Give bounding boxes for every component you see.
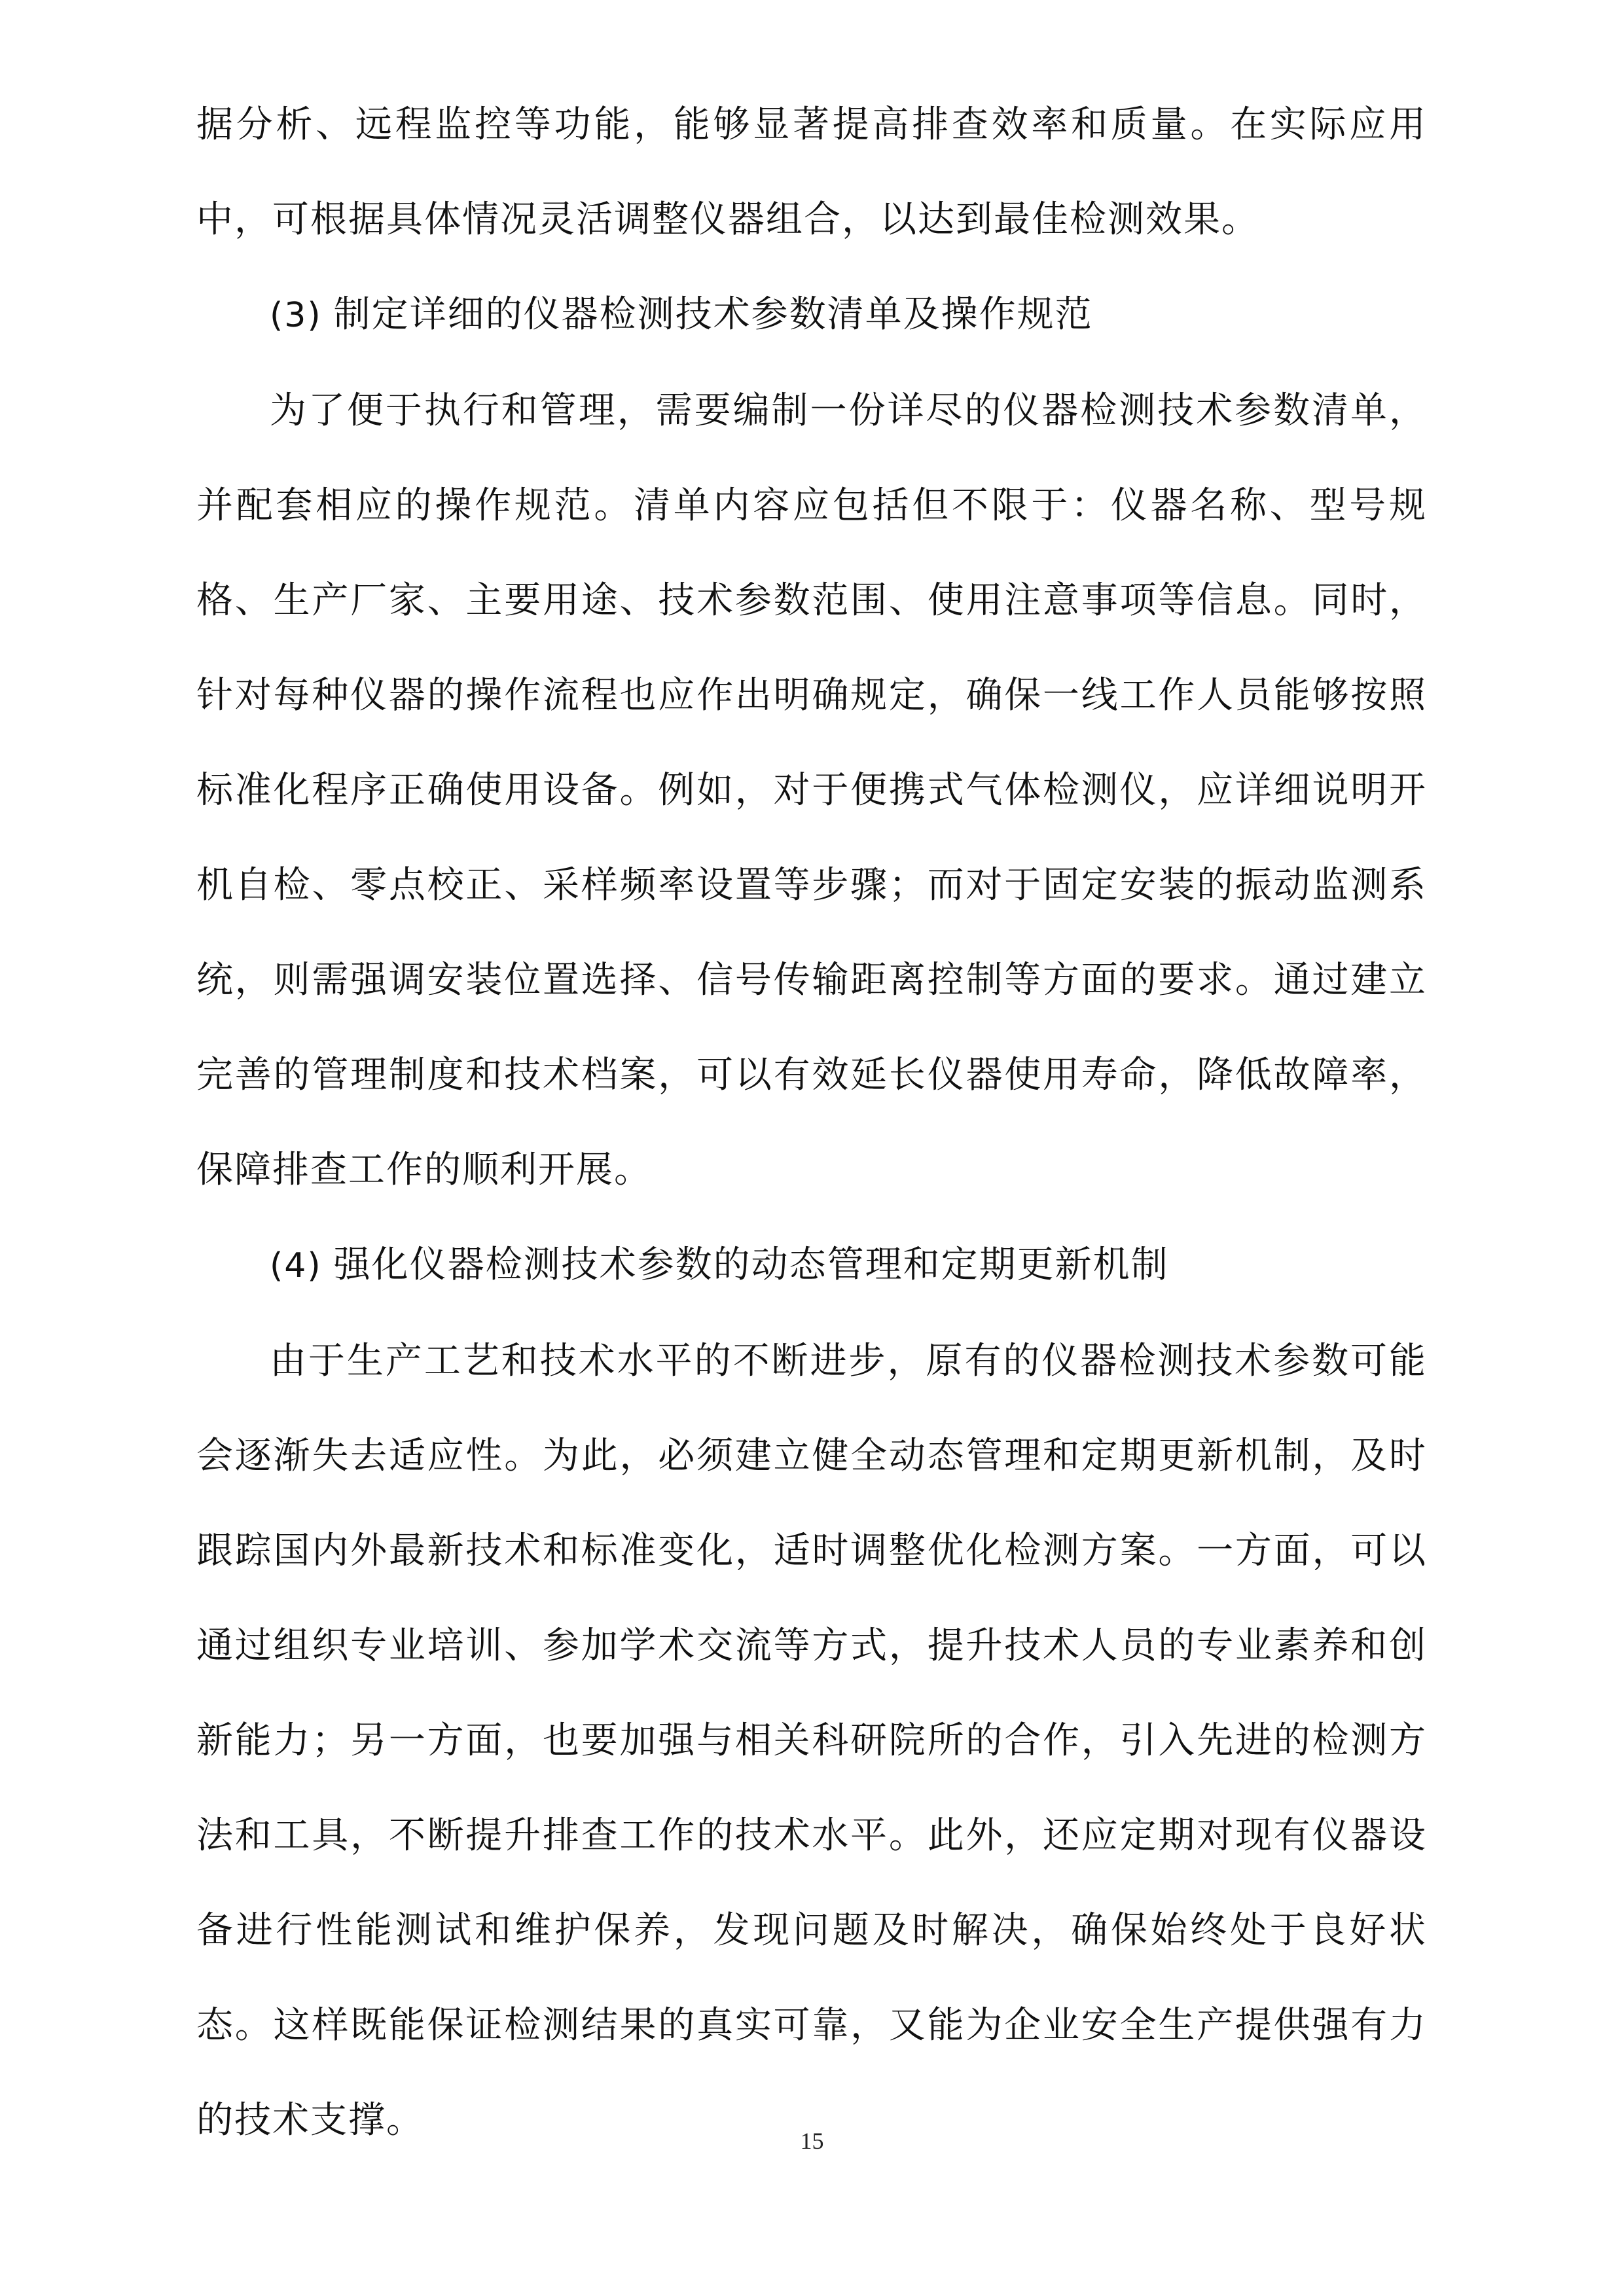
- paragraph: 为了便于执行和管理，需要编制一份详尽的仪器检测技术参数清单，并配套相应的操作规范。清单内容应包括但不限于：仪器名称、型号规格、生产厂家、主要用途、技术参数范围、使用注意事项等信息。同时，针对每种仪器的操作流程也应作出明确规定，确保一线工作人员能够按照标准化程序正确使用设备。例如，对于便携式气体检测仪，应详细说明开机自检、零点校正、采样频率设置等步骤；而对于固定安装的振动监测系统，则需强调安装位置选择、信号传输距离控制等方面的要求。通过建立完善的管理制度和技术档案，可以有效延长仪器使用寿命，降低故障率，保障排查工作的顺利开展。: [196, 389, 1427, 1191]
- section-heading-4: [196, 1217, 1427, 1314]
- paragraph-continuation: 据分析、远程监控等功能，能够显著提高排查效率和质量。在实际应用中，可根据具体情况灵活调整仪器组合，以达到最佳检测效果。: [196, 103, 1427, 241]
- body-text: [196, 77, 1427, 2168]
- paragraph: 由于生产工艺和技术水平的不断进步，原有的仪器检测技术参数可能会逐渐失去适应性。为此，必须建立健全动态管理和定期更新机制，及时跟踪国内外最新技术和标准变化，适时调整优化检测方案。一方面，可以通过组织专业培训、参加学术交流等方式，提升技术人员的专业素养和创新能力；另一方面，也要加强与相关科研院所的合作，引入先进的检测方法和工具，不断提升排查工作的技术水平。此外，还应定期对现有仪器设备进行性能测试和维护保养，发现问题及时解决，确保始终处于良好状态。这样既能保证检测结果的真实可靠，又能为企业安全生产提供强有力的技术支撑。: [196, 1340, 1427, 2142]
- heading-number: (4): [270, 1246, 322, 1285]
- heading-title: 强化仪器检测技术参数的动态管理和定期更新机制: [333, 1244, 1169, 1286]
- section-heading-3: [196, 267, 1427, 363]
- heading-title: 制定详细的仪器检测技术参数清单及操作规范: [333, 293, 1093, 336]
- heading-number: (3): [270, 296, 322, 335]
- page-number: 15: [800, 2128, 824, 2154]
